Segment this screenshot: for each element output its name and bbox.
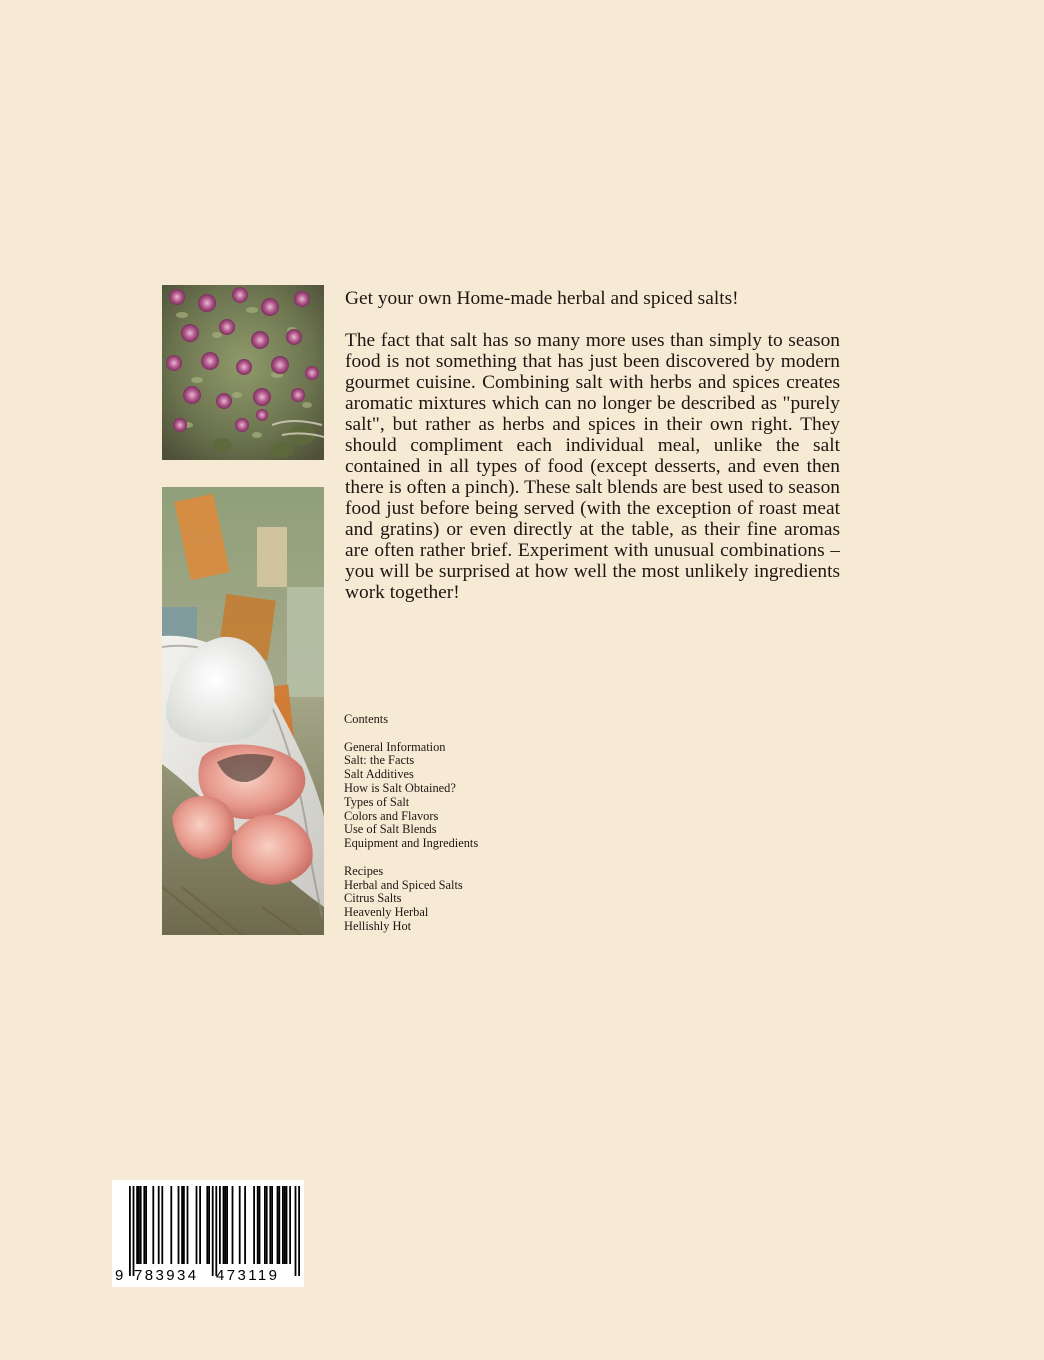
- barcode-bar: [253, 1186, 255, 1264]
- salt-crystals-photo: [162, 487, 324, 935]
- barcode-guard-bar: [298, 1186, 300, 1276]
- barcode-bar: [152, 1186, 154, 1264]
- barcode-guard-bar: [133, 1186, 135, 1276]
- barcode-bar: [199, 1186, 201, 1264]
- barcode-guard-bar: [215, 1186, 217, 1276]
- barcode-bar: [187, 1186, 189, 1264]
- contents-recipes-list: [344, 865, 644, 934]
- intro-body: The fact that salt has so many more uses than simply to season food is not something that has just been discovered by modern gourmet cuisine. Combining salt with herbs and spices creates aromatic mixtures which can no longer be described as "purely salt", but rather as herbs and spices in their own right. They should compliment each individual meal, unlike the salt contained in all types of food (except desserts, and even then there is often a pinch). These salt blends are best used to season food just before being served (with the exception of roast meat and gratins) or even directly at the table, as their fine aromas are often rather brief. Experiment with unusual combinations – you will be surprised at how well the most unlikely ingredients work together!: [345, 330, 840, 603]
- barcode-bar: [271, 1186, 273, 1264]
- barcode-bar: [136, 1186, 138, 1264]
- barcode-bar: [289, 1186, 291, 1264]
- barcode-number: [112, 1267, 304, 1285]
- barcode-left-group: 783934: [134, 1267, 199, 1284]
- contents-heading: Contents: [344, 712, 389, 726]
- barcode-bar: [284, 1186, 286, 1264]
- barcode-guard-bar: [129, 1186, 131, 1276]
- contents-item: Salt: the Facts: [344, 753, 415, 768]
- intro-section: [345, 288, 840, 603]
- barcode-bar: [161, 1186, 163, 1264]
- contents-item: How is Salt Obtained?: [344, 780, 456, 795]
- barcode-bar: [196, 1186, 198, 1264]
- barcode-bar: [143, 1186, 145, 1264]
- contents-item: Citrus Salts: [344, 891, 402, 906]
- barcode-bar: [259, 1186, 261, 1264]
- contents-item: Hellishly Hot: [344, 918, 412, 933]
- barcode-bar: [264, 1186, 266, 1264]
- barcode-bar: [232, 1186, 234, 1264]
- barcode-bar: [178, 1186, 180, 1264]
- barcode-bar: [239, 1186, 241, 1264]
- contents-item: Use of Salt Blends: [344, 822, 437, 837]
- table-of-contents: [344, 713, 644, 934]
- contents-item: Heavenly Herbal: [344, 905, 429, 920]
- barcode-bar: [208, 1186, 210, 1264]
- contents-general-list: [344, 741, 644, 851]
- barcode-bar: [219, 1186, 221, 1264]
- barcode-bar: [140, 1186, 142, 1264]
- barcode-bar: [224, 1186, 226, 1264]
- barcode-guard-bar: [212, 1186, 214, 1276]
- barcode-bar: [183, 1186, 185, 1264]
- barcode-bar: [170, 1186, 172, 1264]
- barcode-bar: [223, 1186, 225, 1264]
- intro-headline: Get your own Home-made herbal and spiced salts!: [345, 288, 739, 309]
- barcode-bar: [266, 1186, 268, 1264]
- barcode-bar: [278, 1186, 280, 1264]
- contents-item: Equipment and Ingredients: [344, 836, 479, 851]
- contents-item: Recipes: [344, 863, 384, 878]
- barcode-bar: [269, 1186, 271, 1264]
- barcode-right-group: 473119: [216, 1267, 280, 1284]
- contents-item: General Information: [344, 739, 446, 754]
- contents-item: Types of Salt: [344, 794, 410, 809]
- barcode-bar: [206, 1186, 208, 1264]
- thyme-flowers-photo: [162, 285, 324, 460]
- barcode-guard-bar: [295, 1186, 297, 1276]
- barcode-bar: [181, 1186, 183, 1264]
- barcode-bar: [282, 1186, 284, 1264]
- barcode-bar: [277, 1186, 279, 1264]
- barcode-bar: [286, 1186, 288, 1264]
- contents-item: Colors and Flavors: [344, 808, 439, 823]
- barcode-bar: [138, 1186, 140, 1264]
- barcode-bar: [145, 1186, 147, 1264]
- barcode-bar: [226, 1186, 228, 1264]
- isbn-barcode: [112, 1180, 304, 1287]
- contents-item: Salt Additives: [344, 767, 414, 782]
- barcode-bar: [244, 1186, 246, 1264]
- barcode-lead-digit: 9: [115, 1267, 124, 1284]
- barcode-bar: [257, 1186, 259, 1264]
- contents-item: Herbal and Spiced Salts: [344, 877, 463, 892]
- barcode-bar: [158, 1186, 160, 1264]
